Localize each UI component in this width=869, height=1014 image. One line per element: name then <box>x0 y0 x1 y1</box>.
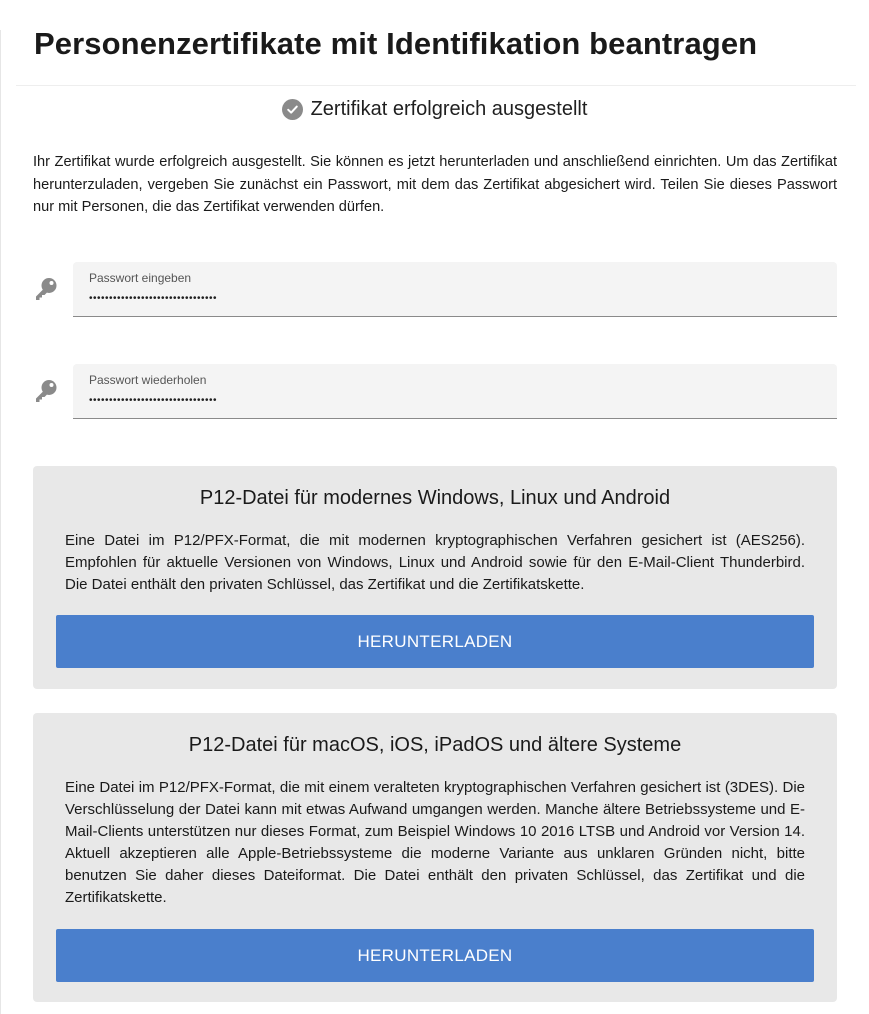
download-button-modern[interactable]: HERUNTERLADEN <box>56 615 814 668</box>
card-description: Eine Datei im P12/PFX-Format, die mit modernen kryptographischen Verfahren gesichert ist (AES256). Empfohlen für aktuelle Versionen von Windows, Linux und Android sowie für den E-Mail-Client Thunderbird. Die Datei enthält den privaten Schlüssel, das Zertifikat und die Zertifikatskette. <box>65 532 805 593</box>
password-row <box>33 262 837 318</box>
key-icon <box>33 378 59 404</box>
password-field[interactable] <box>73 262 837 317</box>
check-circle-icon <box>282 99 303 120</box>
status-text: Zertifikat erfolgreich ausgestellt <box>310 98 588 120</box>
card-description: Eine Datei im P12/PFX-Format, die mit einem veralteten kryptographischen Verfahren gesichert ist (3DES). Die Verschlüsselung der Datei kann mit etwas Aufwand umgangen werden. Manche ältere Betriebssysteme und E-Mail-Clients unterstützen nur dieses Format, zum Beispiel Windows 10 2016 LTSB und Android vor Version 14. Aktuell akzeptieren alle Apple-Betriebssysteme die moderne Variante aus unklaren Gründen nicht, bitte benutzen Sie daher dieses Dateiformat. Die Datei enthält den privaten Schlüssel, das Zertifikat und die Zertifikatskette. <box>65 779 805 906</box>
card-title: P12-Datei für macOS, iOS, iPadOS und ältere Systeme <box>188 734 682 756</box>
password-repeat-field[interactable] <box>73 364 837 419</box>
password-repeat-row <box>33 364 837 420</box>
page-title: Personenzertifikate mit Identifikation beantragen <box>34 26 758 61</box>
password-field-label: Passwort eingeben <box>89 271 192 285</box>
left-divider <box>0 30 1 1014</box>
download-button-legacy[interactable]: HERUNTERLADEN <box>56 929 814 982</box>
password-repeat-label: Passwort wiederholen <box>89 373 207 387</box>
status-banner <box>0 98 869 121</box>
key-icon <box>33 276 59 302</box>
card-title: P12-Datei für modernes Windows, Linux und Android <box>199 487 671 509</box>
password-input[interactable] <box>89 288 809 308</box>
download-card-modern <box>33 466 837 689</box>
password-repeat-input[interactable] <box>89 390 809 410</box>
download-card-legacy <box>33 713 837 1002</box>
title-divider <box>16 85 856 86</box>
intro-text: Ihr Zertifikat wurde erfolgreich ausgestellt. Sie können es jetzt herunterladen und anschließend einrichten. Um das Zertifikat herunterzuladen, vergeben Sie zunächst ein Passwort, mit dem das Zertifikat abgesichert wird. Teilen Sie dieses Passwort nur mit Personen, die das Zertifikat verwenden dürfen. <box>33 154 837 215</box>
